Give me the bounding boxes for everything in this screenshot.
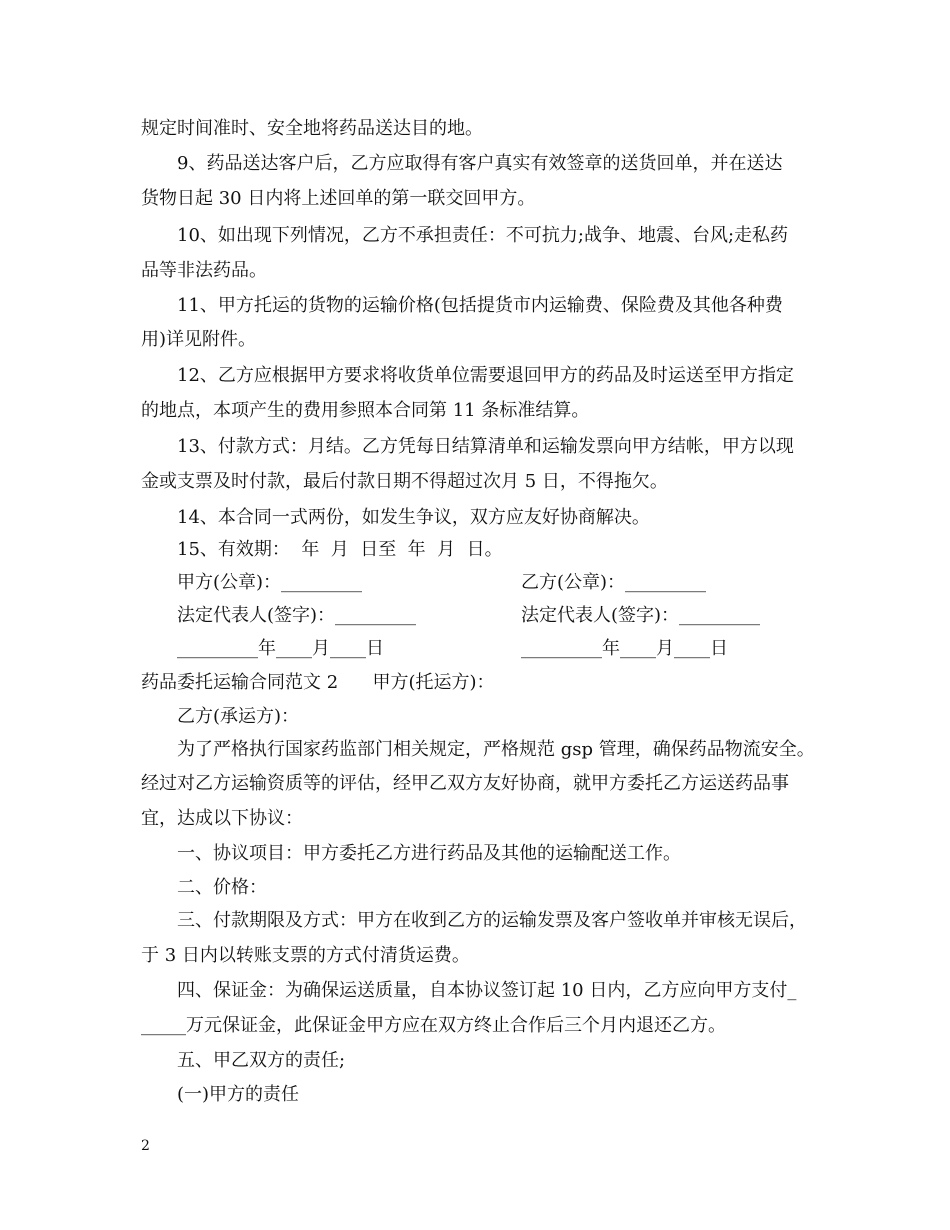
paragraph-line: 四、保证金：为确保运送质量，自本协议签订起 10 日内，乙方应向甲方支付_ (177, 980, 797, 1001)
paragraph-line: 的地点，本项产生的费用参照本合同第 11 条标准结算。 (141, 400, 590, 421)
party-a-seal: 甲方(公章)：_________ (177, 572, 363, 593)
paragraph-line: 货物日起 30 日内将上述回单的第一联交回甲方。 (141, 188, 536, 209)
paragraph-line: 金或支票及时付款，最后付款日期不得超过次月 5 日，不得拖欠。 (141, 471, 668, 492)
paragraph-line: 9、药品送达客户后，乙方应取得有客户真实有效签章的送货回单，并在送达 (177, 153, 783, 174)
party-b-seal: 乙方(公章)：_________ (521, 572, 707, 593)
paragraph-line: 于 3 日内以转账支票的方式付清货运费。 (141, 945, 470, 966)
paragraph-line: 用)详见附件。 (141, 329, 257, 350)
paragraph-line: 12、乙方应根据甲方要求将收货单位需要退回甲方的药品及时运送至甲方指定 (177, 365, 794, 386)
party-b-representative: 法定代表人(签字)：_________ (521, 605, 761, 626)
paragraph-line: 规定时间准时、安全地将药品送达目的地。 (141, 118, 483, 139)
paragraph-line: 五、甲乙双方的责任; (177, 1050, 346, 1071)
party-a-representative: 法定代表人(签字)：_________ (177, 605, 417, 626)
party-a-date: _________年____月____日 (177, 638, 384, 659)
paragraph-line: 二、价格： (177, 877, 267, 898)
paragraph-line: 13、付款方式：月结。乙方凭每日结算清单和运输发票向甲方结帐，甲方以现 (177, 436, 794, 457)
paragraph-line: 宜，达成以下协议： (141, 808, 303, 829)
paragraph-line: 10、如出现下列情况，乙方不承担责任：不可抗力;战争、地震、台风;走私药 (177, 225, 789, 246)
paragraph-line: 三、付款期限及方式：甲方在收到乙方的运输发票及客户签收单并审核无误后， (177, 910, 807, 931)
paragraph-line: 14、本合同一式两份，如发生争议，双方应友好协商解决。 (177, 507, 650, 528)
page-number: 2 (141, 1138, 150, 1154)
paragraph-line: 为了严格执行国家药监部门相关规定，严格规范 gsp 管理，确保药品物流安全。 (177, 739, 815, 760)
party-b-date: _________年____月____日 (521, 638, 728, 659)
paragraph-line: 一、协议项目：甲方委托乙方进行药品及其他的运输配送工作。 (177, 843, 681, 864)
section-heading: 药品委托运输合同范文 2 甲方(托运方)： (141, 672, 495, 693)
paragraph-line: 经过对乙方运输资质等的评估，经甲乙双方友好协商，就甲方委托乙方运送药品事 (141, 773, 789, 794)
paragraph-line: 乙方(承运方)： (177, 706, 300, 727)
paragraph-line: (一)甲方的责任 (177, 1084, 300, 1105)
paragraph-line: 15、有效期： 年 月 日至 年 月 日。 (177, 539, 503, 560)
paragraph-line: 11、甲方托运的货物的运输价格(包括提货市内运输费、保险费及其他各种费 (177, 295, 783, 316)
paragraph-line: 品等非法药品。 (141, 260, 267, 281)
paragraph-line: _____万元保证金，此保证金甲方应在双方终止合作后三个月内退还乙方。 (141, 1015, 726, 1036)
